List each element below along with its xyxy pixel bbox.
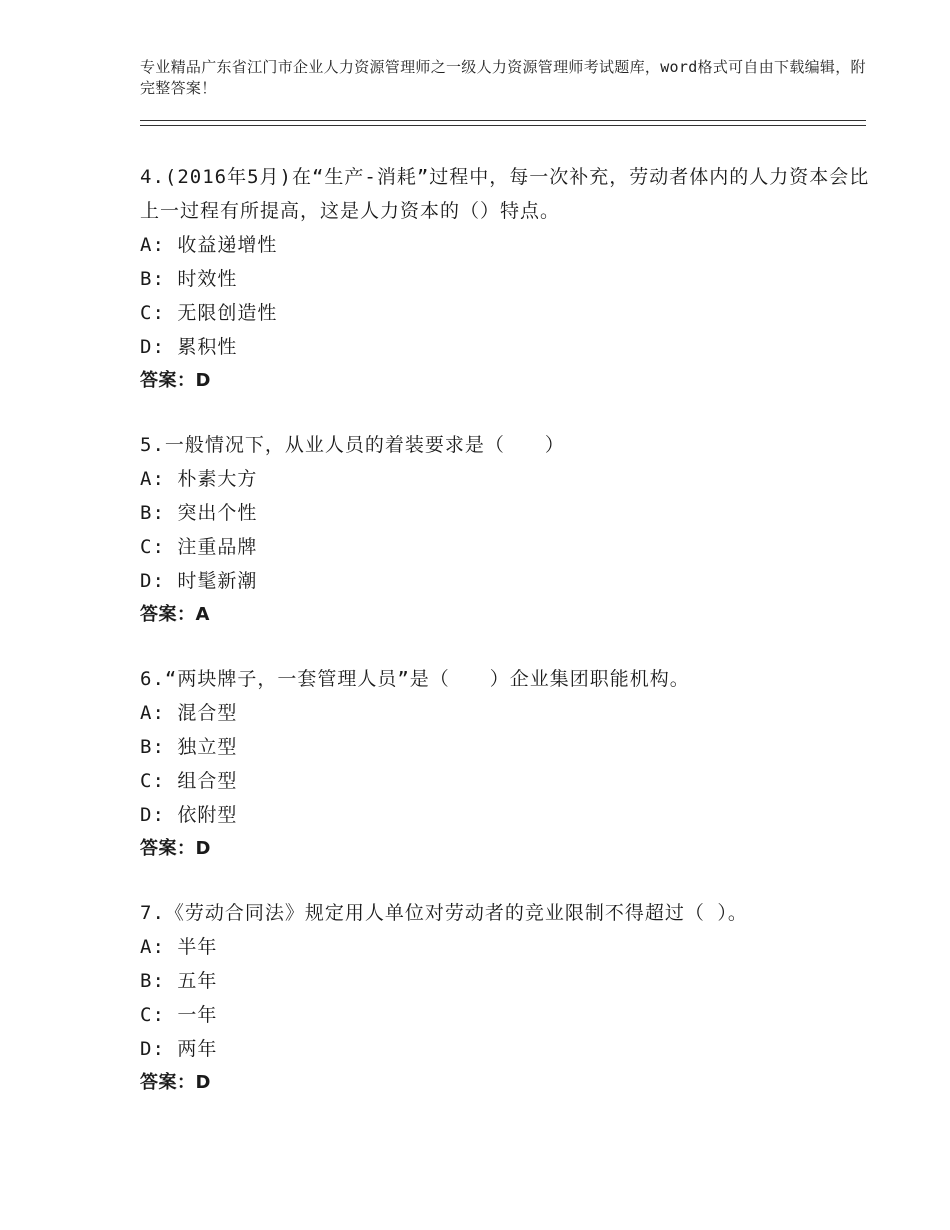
question-7	[140, 896, 870, 1100]
option-c: C: 注重品牌	[140, 536, 258, 558]
answer-label: 答案：D	[140, 838, 211, 859]
option-d: D: 依附型	[140, 804, 238, 826]
answer-label: 答案：D	[140, 370, 211, 391]
option-b: B: 五年	[140, 970, 218, 992]
option-c: C: 无限创造性	[140, 302, 278, 324]
option-b: B: 时效性	[140, 268, 238, 290]
option-b: B: 突出个性	[140, 502, 258, 524]
header-divider	[140, 120, 866, 126]
question-list	[140, 160, 870, 1100]
answer-label: 答案：A	[140, 604, 210, 625]
option-a: A: 混合型	[140, 702, 238, 724]
document-page	[140, 57, 870, 1130]
option-c: C: 组合型	[140, 770, 238, 792]
answer-label: 答案：D	[140, 1072, 211, 1093]
option-d: D: 累积性	[140, 336, 238, 358]
question-stem: 6.“两块牌子，一套管理人员”是（ ）企业集团职能机构。	[140, 668, 690, 690]
option-a: A: 朴素大方	[140, 468, 258, 490]
option-d: D: 两年	[140, 1038, 218, 1060]
option-a: A: 半年	[140, 936, 218, 958]
option-d: D: 时髦新潮	[140, 570, 258, 592]
question-stem: 7.《劳动合同法》规定用人单位对劳动者的竞业限制不得超过（ ）。	[140, 902, 748, 924]
option-b: B: 独立型	[140, 736, 238, 758]
option-a: A: 收益递增性	[140, 234, 278, 256]
question-stem: 5.一般情况下，从业人员的着装要求是（ ）	[140, 434, 565, 456]
question-5	[140, 428, 870, 632]
document-header: 专业精品广东省江门市企业人力资源管理师之一级人力资源管理师考试题库，word格式可自由下载编辑，附完整答案！	[140, 58, 866, 97]
question-4	[140, 160, 870, 398]
option-c: C: 一年	[140, 1004, 218, 1026]
question-6	[140, 662, 870, 866]
question-stem: 4.(2016年5月)在“生产-消耗”过程中，每一次补充，劳动者体内的人力资本会比上一过程有所提高，这是人力资本的（）特点。	[140, 166, 870, 222]
